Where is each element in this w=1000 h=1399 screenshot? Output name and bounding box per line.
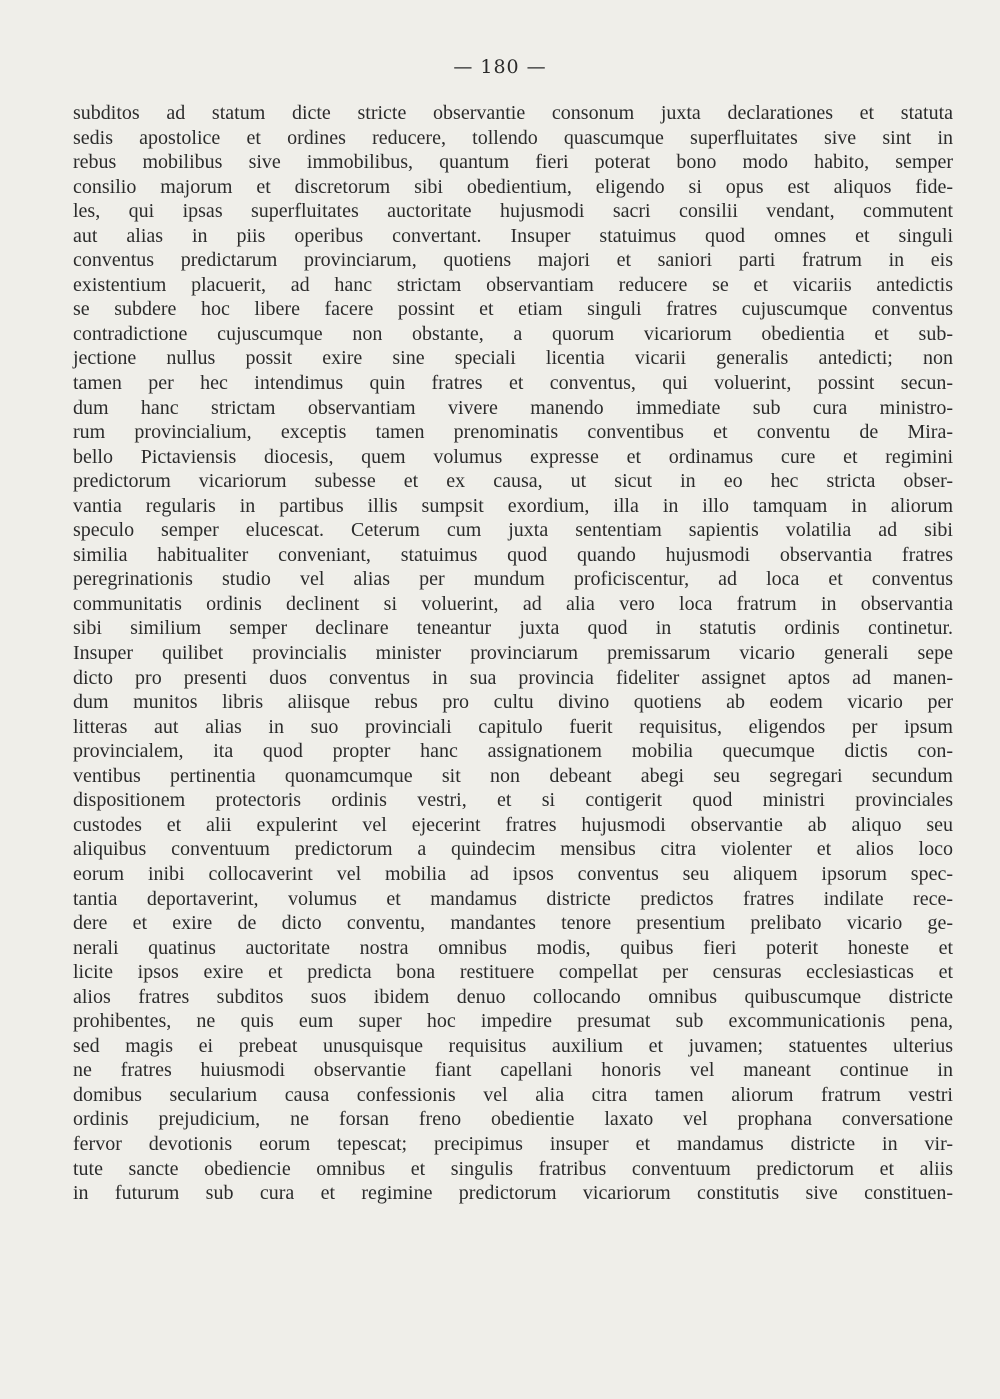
text-line: domibus secularium causa confessionis vel alia citra tamen aliorum fratrum vestri — [73, 1083, 953, 1106]
text-line: rum provincialium, exceptis tamen prenominatis conventibus et conventu de Mira- — [73, 421, 953, 444]
text-line: in futurum sub cura et regimine predictorum vicariorum constitutis sive constituen- — [73, 1182, 953, 1205]
text-line: conventus predictarum provinciarum, quotiens majori et saniori parti fratrum in eis — [73, 249, 953, 272]
text-line: les, qui ipsas superfluitates auctoritate hujusmodi sacri consilii vendant, commutent — [73, 200, 953, 223]
text-line: communitatis ordinis declinent si voluerint, ad alia vero loca fratrum in observantia — [73, 592, 953, 615]
text-line: ventibus pertinentia quonamcumque sit non debeant abegi seu segregari secundum — [73, 764, 953, 787]
text-line: tute sancte obediencie omnibus et singulis fratribus conventuum predictorum et aliis — [73, 1157, 953, 1180]
text-line: ne fratres huiusmodi observantie fiant capellani honoris vel maneant continue in — [73, 1059, 953, 1082]
text-line: dere et exire de dicto conventu, mandantes tenore presentium prelibato vicario ge- — [73, 912, 953, 935]
text-line: provincialem, ita quod propter hanc assignationem mobilia quecumque dictis con- — [73, 740, 953, 763]
text-line: sibi similium semper declinare teneantur juxta quod in statutis ordinis continetur. — [73, 617, 953, 640]
text-line: jectione nullus possit exire sine speciali licentia vicarii generalis antedicti; non — [73, 347, 953, 370]
text-line: sedis apostolice et ordines reducere, tollendo quascumque superfluitates sive sint in — [73, 126, 953, 149]
text-line: existentium placuerit, ad hanc strictam observantiam reducere se et vicariis antedictis — [73, 273, 953, 296]
text-line: ordinis prejudicium, ne forsan freno obedientie laxato vel prophana conversatione — [73, 1108, 953, 1131]
text-line: bello Pictaviensis diocesis, quem volumus expresse et ordinamus cure et regimini — [73, 445, 953, 468]
text-line: licite ipsos exire et predicta bona restituere compellat per censuras ecclesiasticas et — [73, 961, 953, 984]
text-line: contradictione cujuscumque non obstante, a quorum vicariorum obedientia et sub- — [73, 322, 953, 345]
text-line: custodes et alii expulerint vel ejecerint fratres hujusmodi observantie ab aliquo seu — [73, 813, 953, 836]
text-line: dum munitos libris aliisque rebus pro cultu divino quotiens ab eodem vicario per — [73, 691, 953, 714]
text-line: litteras aut alias in suo provinciali capitulo fuerit requisitus, eligendos per ipsum — [73, 715, 953, 738]
text-line: peregrinationis studio vel alias per mundum proficiscentur, ad loca et conventus — [73, 568, 953, 591]
text-line: fervor devotionis eorum tepescat; precipimus insuper et mandamus districte in vir- — [73, 1132, 953, 1155]
text-line: sed magis ei prebeat unusquisque requisitus auxilium et juvamen; statuentes ulterius — [73, 1034, 953, 1057]
text-line: tantia deportaverint, volumus et mandamus districte predictos fratres indilate rece- — [73, 887, 953, 910]
text-line: speculo semper elucescat. Ceterum cum juxta sententiam sapientis volatilia ad sibi — [73, 519, 953, 542]
text-line: vantia regularis in partibus illis sumpsit exordium, illa in illo tamquam in aliorum — [73, 494, 953, 517]
text-line: eorum inibi collocaverint vel mobilia ad ipsos conventus seu aliquem ipsorum spec- — [73, 862, 953, 885]
text-line: dum hanc strictam observantiam vivere manendo immediate sub cura ministro- — [73, 396, 953, 419]
text-line: predictorum vicariorum subesse et ex causa, ut sicut in eo hec stricta obser- — [73, 470, 953, 493]
text-line: alios fratres subditos suos ibidem denuo collocando omnibus quibuscumque districte — [73, 985, 953, 1008]
text-line: aliquibus conventuum predictorum a quindecim mensibus citra violenter et alios loco — [73, 838, 953, 861]
text-line: dicto pro presenti duos conventus in sua provincia fideliter assignet aptos ad manen- — [73, 666, 953, 689]
page-number: — 180 — — [453, 56, 547, 78]
body-text — [73, 101, 953, 1206]
text-line: aut alias in piis operibus convertant. Insuper statuimus quod omnes et singuli — [73, 224, 953, 247]
text-line: prohibentes, ne quis eum super hoc impedire presumat sub excommunicationis pena, — [73, 1010, 953, 1033]
text-line: similia habitualiter conveniant, statuimus quod quando hujusmodi observantia fratres — [73, 543, 953, 566]
text-line: dispositionem protectoris ordinis vestri, et si contigerit quod ministri provinciales — [73, 789, 953, 812]
text-line: consilio majorum et discretorum sibi obedientium, eligendo si opus est aliquos fide- — [73, 175, 953, 198]
text-line: subditos ad statum dicte stricte observantie consonum juxta declarationes et statuta — [73, 102, 953, 124]
text-line: rebus mobilibus sive immobilibus, quantum fieri poterat bono modo habito, semper — [73, 151, 953, 174]
text-line: tamen per hec intendimus quin fratres et conventus, qui voluerint, possint secun- — [73, 372, 953, 395]
text-line: se subdere hoc libere facere possint et etiam singuli fratres cujuscumque conventus — [73, 298, 953, 321]
text-line: nerali quatinus auctoritate nostra omnibus modis, quibus fieri poterit honeste et — [73, 936, 953, 959]
text-line: Insuper quilibet provincialis minister provinciarum premissarum vicario generali sepe — [73, 642, 953, 665]
